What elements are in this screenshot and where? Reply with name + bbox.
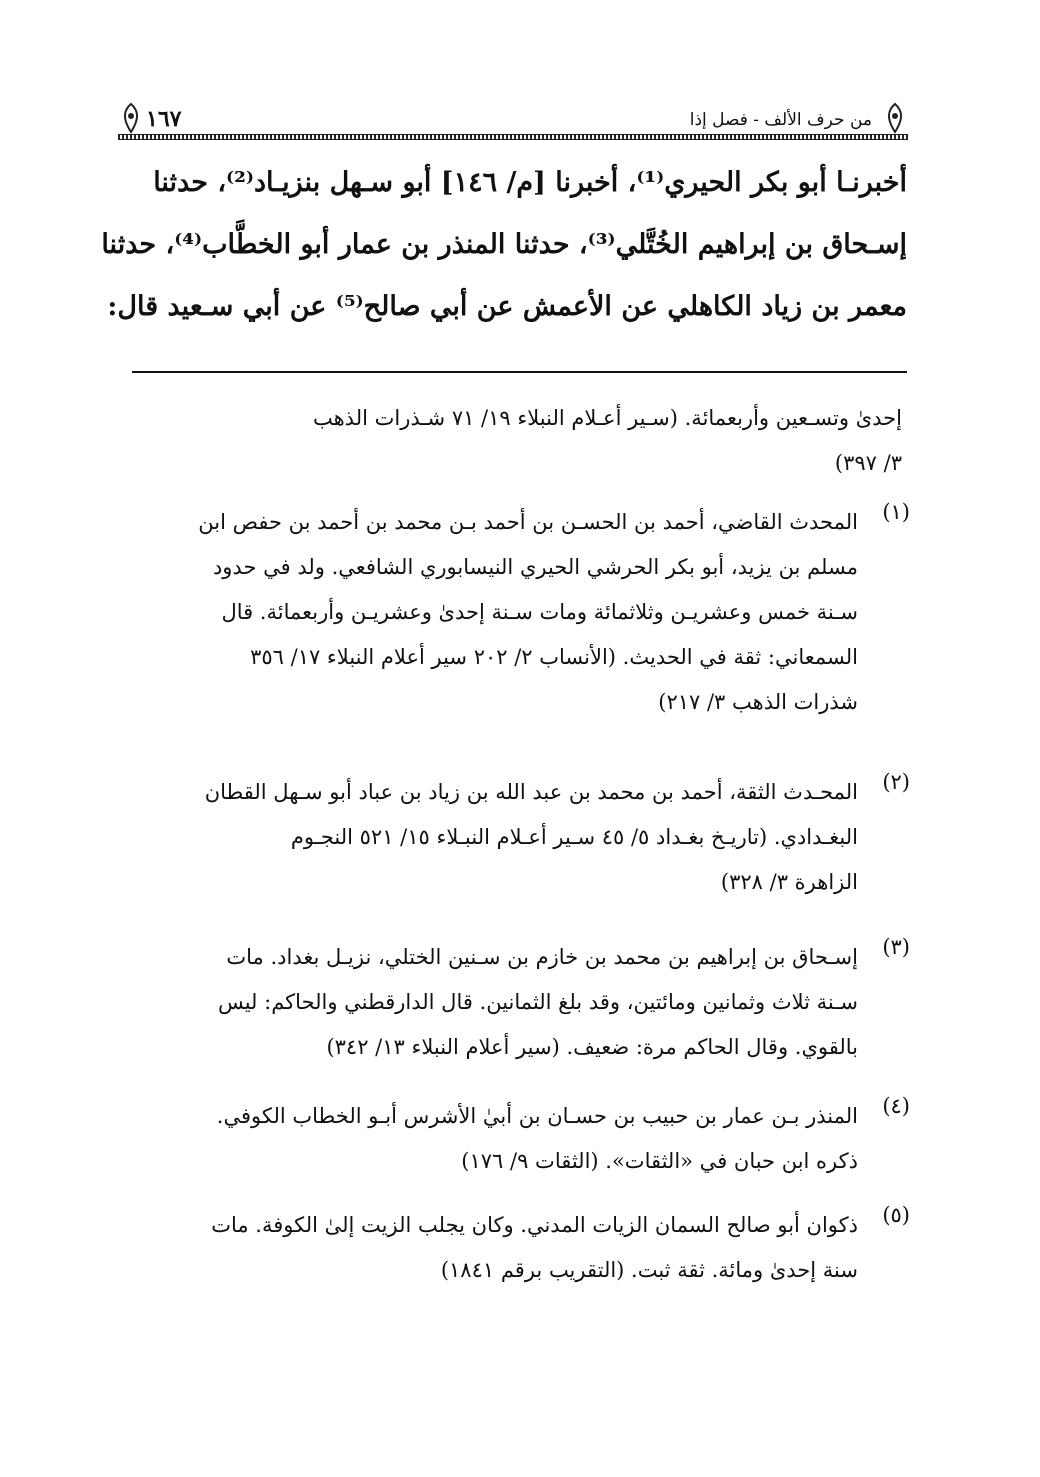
main-line: أخبرنـا أبو بكر الحيري⁽¹⁾، أخبرنا [م/ ١٤٦] أبو سـهل بنزيـاد⁽²⁾، حدثنا xyxy=(153,167,907,198)
footnote-line: ذكره ابن حبان في «الثقات». (الثقات ٩/ ١٧٦) xyxy=(461,1149,858,1173)
footnote-line: سنة إحدىٰ ومائة. ثقة ثبت. (التقريب برقم ١٨٤١) xyxy=(440,1258,858,1282)
footnote-line: إحدىٰ وتسـعين وأربعمائة. (سـير أعـلام النبلاء ١٩/ ٧١ شـذرات الذهب xyxy=(312,406,902,430)
footnote-number: (٣) xyxy=(882,935,910,959)
running-title: من حرف الألف - فصل إذا xyxy=(689,110,872,130)
main-text xyxy=(101,152,907,338)
page-number: ١٦٧ xyxy=(146,106,182,132)
footnote-line: إسـحاق بن إبراهيم بن محمد بن خازم بن سـنين الختلي، نزيـل بغداد. مات xyxy=(226,945,858,969)
footnote-line: ذكوان أبو صالح السمان الزيات المدني. وكان يجلب الزيت إلىٰ الكوفة. مات xyxy=(211,1213,858,1237)
footnote-line: ٣/ ٣٩٧) xyxy=(834,451,902,475)
footnote-line: شذرات الذهب ٣/ ٢١٧) xyxy=(658,690,858,714)
footnote-line: السمعاني: ثقة في الحديث. (الأنساب ٢/ ٢٠٢ سير أعلام النبلاء ١٧/ ٣٥٦ xyxy=(250,645,858,669)
footnote-line: مسلم بن يزيد، أبو بكر الحرشي الحيري النيسابوري الشافعي. ولد في حدود xyxy=(212,555,858,579)
ornament-icon xyxy=(118,102,144,134)
footnote-line: بالقوي. وقال الحاكم مرة: ضعيف. (سير أعلام النبلاء ١٣/ ٣٤٢) xyxy=(326,1035,858,1059)
page-header xyxy=(118,100,908,142)
footnote-line: الزاهرة ٣/ ٣٢٨) xyxy=(720,870,858,894)
footnote-line: سـنة ثلاث وثمانين ومائتين، وقد بلغ الثمانين. قال الدارقطني والحاكم: ليس xyxy=(217,990,858,1014)
footnote-number: (٥) xyxy=(882,1203,910,1227)
header-rule xyxy=(118,134,908,140)
footnote-line: المحدث القاضي، أحمد بن الحسـن بن أحمد بـن محمد بن أحمد بن حفص ابن xyxy=(198,510,858,534)
footnote-line: المحـدث الثقة، أحمد بن محمد بن عبد الله بن زياد بن عباد أبو سـهل القطان xyxy=(204,780,858,804)
footnote-line: سـنة خمس وعشريـن وثلاثمائة ومات سـنة إحدىٰ وعشريـن وأربعمائة. قال xyxy=(221,600,858,624)
footnote-number: (١) xyxy=(882,500,910,524)
footnote-number: (٢) xyxy=(882,770,910,794)
footnote-line: المنذر بـن عمار بن حبيب بن حسـان بن أبيٰ الأشرس أبـو الخطاب الكوفي. xyxy=(216,1104,858,1128)
main-line: معمر بن زياد الكاهلي عن الأعمش عن أبي صالح⁽⁵⁾ عن أبي سـعيد قال: xyxy=(107,291,907,322)
ornament-icon xyxy=(882,102,908,134)
footnote-separator xyxy=(132,371,907,373)
main-line: إسـحاق بن إبراهيم الخُتَّلي⁽³⁾، حدثنا المنذر بن عمار أبو الخطَّاب⁽⁴⁾، حدثنا xyxy=(101,229,907,260)
footnote-line: البغـدادي. (تاريـخ بغـداد ٥/ ٤٥ سـير أعـلام النبـلاء ١٥/ ٥٢١ النجـوم xyxy=(290,825,858,849)
footnote-number: (٤) xyxy=(882,1094,910,1118)
